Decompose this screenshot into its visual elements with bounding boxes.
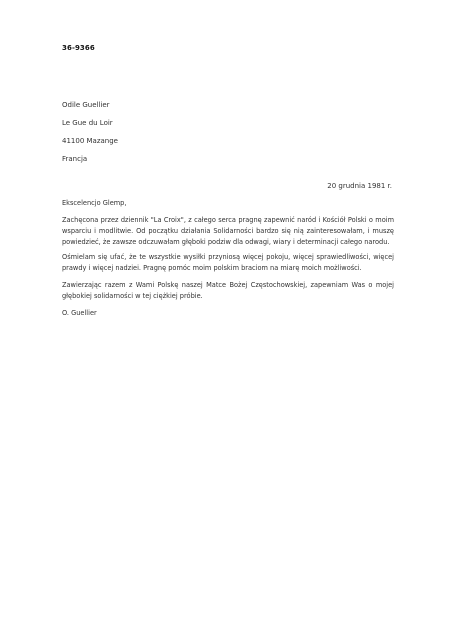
paragraph-3: Zawierzając razem z Wami Polskę naszej Matce Bożej Częstochowskiej, zapewniam Was o mojej głębokiej solidarności w tej ciężkiej próbie. bbox=[62, 281, 394, 300]
address-country: Francja bbox=[62, 155, 88, 163]
address-name: Odile Guellier bbox=[62, 101, 110, 109]
signature: O. Guellier bbox=[62, 309, 97, 317]
sender-address bbox=[62, 96, 118, 168]
paragraph-2: Ośmielam się ufać, że te wszystkie wysiłki przyniosą więcej pokoju, więcej sprawiedliwości, więcej prawdy i więcej nadziei. Pragnę pomóc moim polskim braciom na miarę moich możliwości. bbox=[62, 253, 394, 272]
paragraph-1: Zachęcona przez dziennik "La Croix", z całego serca pragnę zapewnić naród i Kościół Polski o moim wsparciu i modlitwie. Od początku działania Solidarności bardzo się nią zainteresowałam, i muszę powiedzieć, że zawsze odczuwałam głęboki podziw dla odwagi, wiary i determinacji całego narodu. bbox=[62, 216, 394, 246]
address-city: 41100 Mazange bbox=[62, 137, 118, 145]
address-street: Le Gue du Loir bbox=[62, 119, 113, 127]
salutation: Ekscelencjo Glemp, bbox=[62, 199, 127, 207]
document-id: 36-9366 bbox=[62, 44, 95, 52]
letter-date: 20 grudnia 1981 r. bbox=[327, 182, 392, 190]
